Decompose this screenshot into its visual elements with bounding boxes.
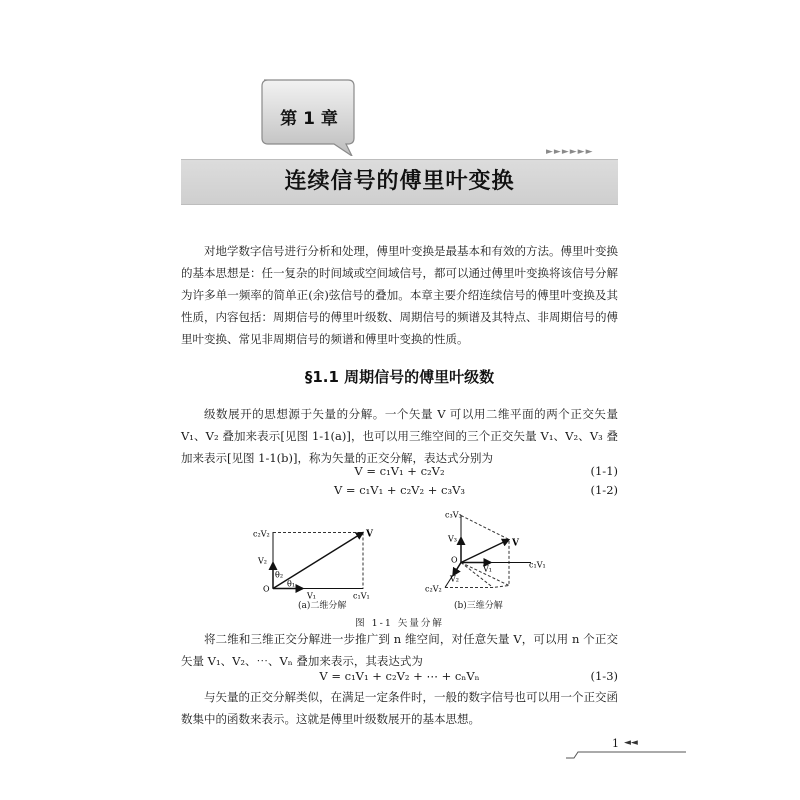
chapter-title-bar xyxy=(181,159,618,205)
equation-expr: V = c₁V₁ + c₂V₂ + c₃V₃ xyxy=(333,483,466,497)
chapter-badge xyxy=(258,76,358,148)
figure-caption-b: (b)三维分解 xyxy=(454,601,503,611)
paragraph-3: 与矢量的正交分解类似，在满足一定条件时，一般的数字信号也可以用一个正交函数集中的函数来表示。这就是傅里叶级数展开的基本思想。 xyxy=(181,690,618,726)
label-a-v2: V₂ xyxy=(258,556,267,566)
equation-number: (1-1) xyxy=(590,464,618,478)
chapter-arrows: ►►►►►► xyxy=(546,147,594,157)
figure-b-3d xyxy=(425,511,546,594)
label-a-v1: V₁ xyxy=(307,591,316,601)
page-arrows: ◄◄ xyxy=(624,738,638,748)
label-a-c2v2: c₂V₂ xyxy=(253,529,270,539)
equation-expr: V = c₁V₁ + c₂V₂ xyxy=(354,464,445,478)
equation-number: (1-3) xyxy=(590,669,618,683)
label-a-theta1: θ₁ xyxy=(287,579,296,589)
vector-decomposition-figure xyxy=(245,500,555,620)
section-heading: §1.1 周期信号的傅里叶级数 xyxy=(304,368,495,386)
label-b-v1: V₁ xyxy=(483,564,492,574)
label-b-c2v2: c₂V₂ xyxy=(425,584,442,594)
label-a-c1v1: c₁V₁ xyxy=(353,591,370,601)
chapter-title: 连续信号的傅里叶变换 xyxy=(284,169,515,194)
figure-caption-a: (a)二维分解 xyxy=(298,601,347,611)
label-b-c3v3: c₃V₃ xyxy=(445,510,462,520)
figure-a-2d xyxy=(253,530,374,601)
footer-rule xyxy=(566,748,686,760)
chapter-label: 第 1 章 xyxy=(280,109,338,129)
paragraph-2: 将二维和三维正交分解进一步推广到 n 维空间，对任意矢量 V，可以用 n 个正交矢量 V₁、V₂、⋯、Vₙ 叠加来表示，其表达式为 xyxy=(181,632,618,668)
label-b-v: V xyxy=(512,538,519,549)
label-a-v: V xyxy=(366,529,373,540)
label-b-v3: V₃ xyxy=(448,534,457,544)
equation-number: (1-2) xyxy=(590,483,618,497)
intro-paragraph: 对地学数字信号进行分析和处理，傅里叶变换是最基本和有效的方法。傅里叶变换的基本思想是：任一复杂的时间域或空间域信号，都可以通过傅里叶变换将该信号分解为许多单一频率的简单正(余)弦信号的叠加。本章主要介绍连续信号的傅里叶变换及其性质，内容包括：周期信号的傅里叶级数、周期信号的频谱及其特点、非周期信号的傅里叶变换、常见非周期信号的频谱和傅里叶变换的性质。 xyxy=(181,244,618,346)
equation-1-1 xyxy=(181,464,618,484)
figure-title: 图 1-1 矢量分解 xyxy=(355,618,444,629)
label-a-theta2: θ₂ xyxy=(275,570,284,580)
page-number: 1 xyxy=(612,737,619,750)
label-a-origin: O xyxy=(263,584,270,594)
equation-expr: V = c₁V₁ + c₂V₂ + ⋯ + cₙVₙ xyxy=(319,669,480,683)
paragraph-1: 级数展开的思想源于矢量的分解。一个矢量 V 可以用二维平面的两个正交矢量 V₁、V₂ 叠加来表示[见图 1-1(a)]，也可以用三维空间的三个正交矢量 V₁、V₂、V₃ 叠加来表示[见图 1-1(b)]，称为矢量的正交分解，表达式分别为 xyxy=(181,407,618,465)
label-b-v2: V₂ xyxy=(450,574,459,584)
label-b-c1v1: c₁V₁ xyxy=(529,560,546,570)
label-b-origin: O xyxy=(451,555,458,565)
